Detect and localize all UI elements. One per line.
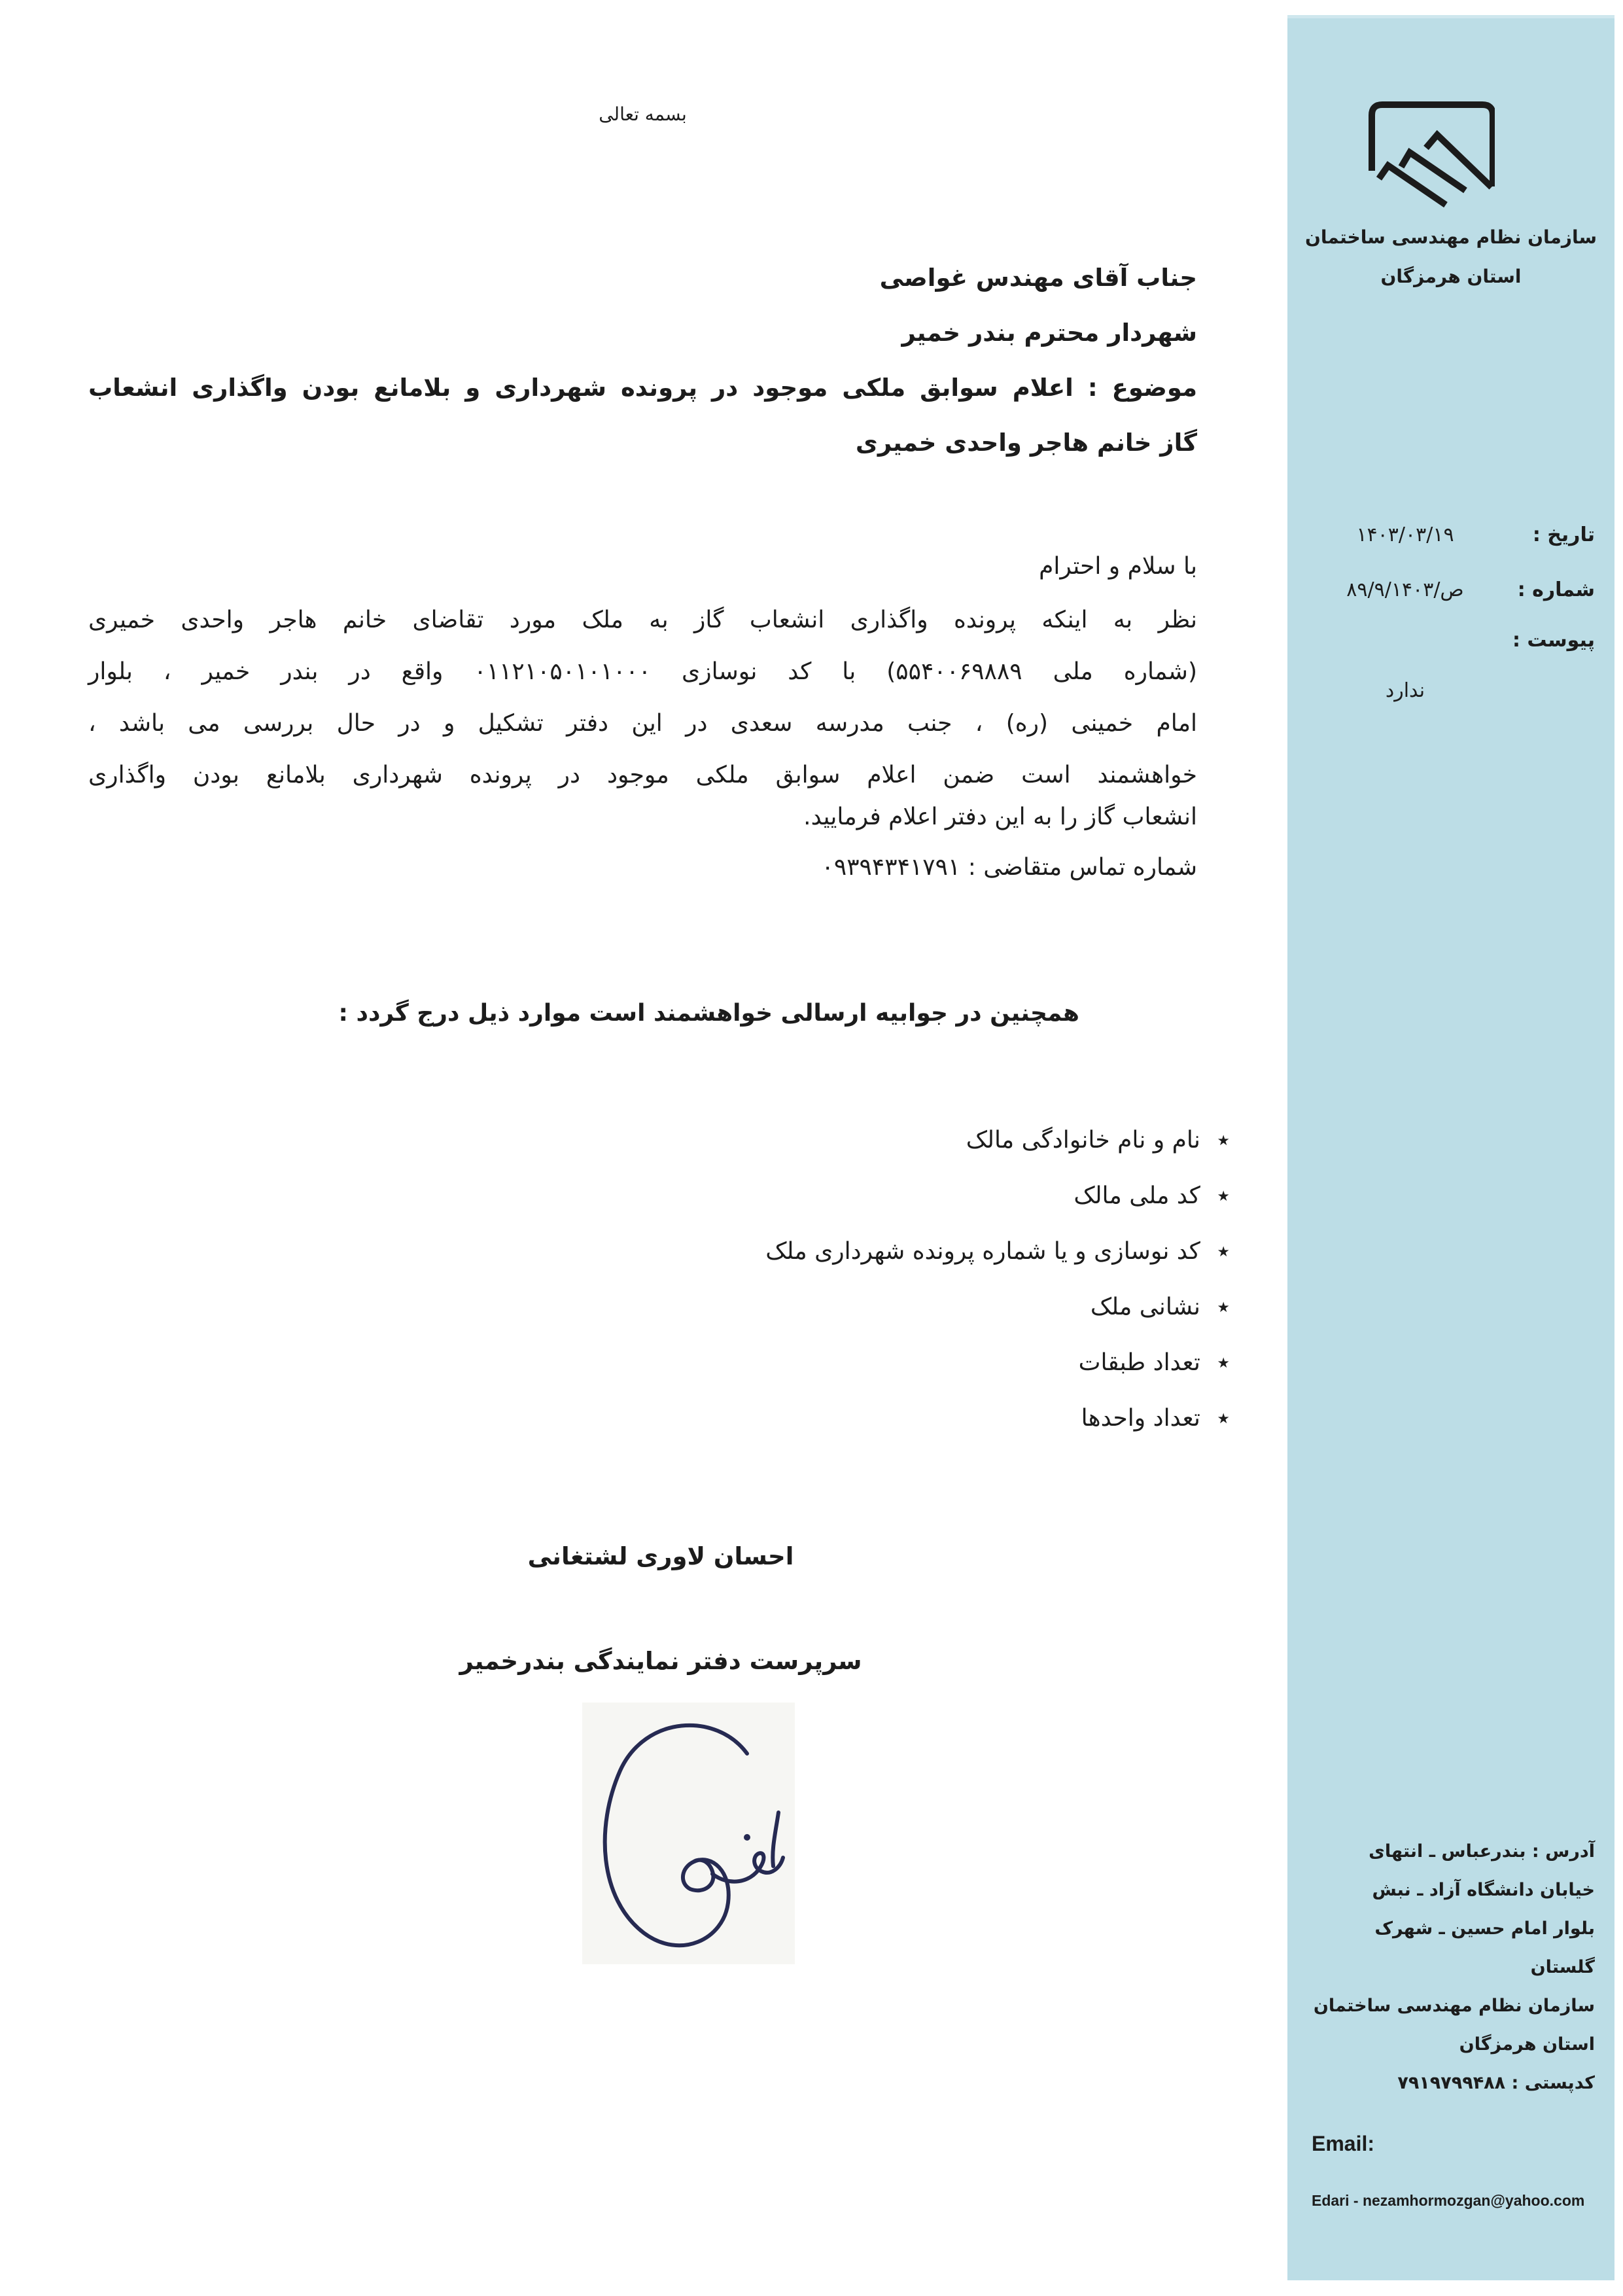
checklist-item-text: کد ملی مالک [1073, 1182, 1200, 1209]
organization-logo-icon [1364, 97, 1495, 211]
number-label: شماره : [1517, 578, 1595, 601]
checklist-item-text: کد نوسازی و یا شماره پرونده شهرداری ملک [765, 1238, 1200, 1265]
star-bullet-icon: ٭ [1217, 1405, 1230, 1432]
star-bullet-icon: ٭ [1217, 1127, 1230, 1154]
address-line: کدپستی : ۷۹۱۹۷۹۹۴۸۸ [1397, 2073, 1595, 2093]
paragraph-line: (شماره ملی ۵۵۴۰۰۶۹۸۸۹) با کد نوسازی ۰۱۱۲۱۰۵۰۱۰۱۰۰۰ واقع در بندر خمیر ، بلوار [88, 658, 1197, 685]
checklist [765, 1112, 1230, 1446]
checklist-item-text: نام و نام خانوادگی مالک [966, 1127, 1200, 1154]
checklist-item [765, 1112, 1230, 1168]
heading-line: شهردار محترم بندر خمیر [901, 319, 1197, 347]
email-label: Email: [1312, 2132, 1375, 2155]
paragraph-line: خواهشمند است ضمن اعلام سوابق ملکی موجود در پرونده شهرداری بلامانع بودن واگذاری [88, 762, 1197, 788]
attachment-label: پیوست : [1512, 629, 1595, 652]
star-bullet-icon: ٭ [1217, 1182, 1230, 1209]
body-paragraph [88, 594, 1197, 801]
address-block [1307, 1832, 1595, 2102]
checklist-item [765, 1224, 1230, 1279]
letter-heading [88, 251, 1197, 470]
email-value: Edari - nezamhormozgan@yahoo.com [1312, 2192, 1585, 2209]
checklist-item [765, 1168, 1230, 1224]
checklist-item [765, 1279, 1230, 1335]
address-line: آدرس : بندرعباس ـ انتهای [1369, 1841, 1595, 1862]
checklist-item-text: تعداد واحدها [1081, 1405, 1200, 1432]
checklist-item-text: نشانی ملک [1090, 1294, 1200, 1320]
signer-name: احسان لاوری لشتغانی [527, 1542, 794, 1570]
letterhead-sidebar [1287, 15, 1614, 2280]
signature-icon [582, 1703, 795, 1964]
besmellah-text: بسمه تعالی [599, 103, 687, 125]
paragraph-line: امام خمینی (ره) ، جنب مدرسه سعدی در این دفتر تشکیل و در حال بررسی می باشد ، [88, 710, 1197, 737]
date-value: ۱۴۰۳/۰۳/۱۹ [1356, 523, 1454, 546]
star-bullet-icon: ٭ [1217, 1349, 1230, 1376]
heading-line: گاز خانم هاجر واحدی خمیری [855, 429, 1197, 457]
handwritten-signature-image [582, 1703, 795, 1964]
greeting-line: با سلام و احترام [1039, 553, 1197, 580]
address-line: خیابان دانشگاه آزاد ـ نبش [1372, 1880, 1595, 1900]
organization-name-line2: استان هرمزگان [1380, 266, 1522, 287]
address-line: گلستان [1530, 1957, 1595, 1977]
phone-line: شماره تماس متقاضی : ۰۹۳۹۴۳۴۱۷۹۱ [821, 854, 1197, 881]
checklist-item [765, 1390, 1230, 1446]
organization-name-line1: سازمان نظام مهندسی ساختمان [1304, 226, 1597, 248]
checklist-item-text: تعداد طبقات [1078, 1349, 1200, 1376]
organization-name [1287, 218, 1614, 296]
paragraph-line: نظر به اینکه پرونده واگذاری انشعاب گاز به ملک مورد تقاضای خانم هاجر واحدی خمیری [88, 607, 1197, 633]
star-bullet-icon: ٭ [1217, 1238, 1230, 1265]
attachment-value: ندارد [1385, 679, 1425, 702]
signer-title: سرپرست دفتر نمایندگی بندرخمیر [459, 1647, 862, 1675]
star-bullet-icon: ٭ [1217, 1294, 1230, 1320]
number-value: ص/۸۹/۹/۱۴۰۳ [1346, 578, 1464, 601]
checklist-item [765, 1335, 1230, 1390]
signature-block [366, 1542, 955, 1676]
address-line: بلوار امام حسین ـ شهرک [1374, 1918, 1595, 1939]
heading-line: جناب آقای مهندس غواصی [879, 264, 1197, 292]
address-line: استان هرمزگان [1459, 2034, 1595, 2055]
note-line: همچنین در جوابیه ارسالی خواهشمند است موارد ذیل درج گردد : [338, 1000, 1079, 1027]
address-line: سازمان نظام مهندسی ساختمان [1313, 1996, 1595, 2016]
date-label: تاریخ : [1532, 523, 1595, 546]
heading-line: موضوع : اعلام سوابق ملکی موجود در پرونده شهرداری و بلامانع بودن واگذاری انشعاب [88, 374, 1197, 402]
closing-line: انشعاب گاز را به این دفتر اعلام فرمایید. [803, 804, 1197, 830]
